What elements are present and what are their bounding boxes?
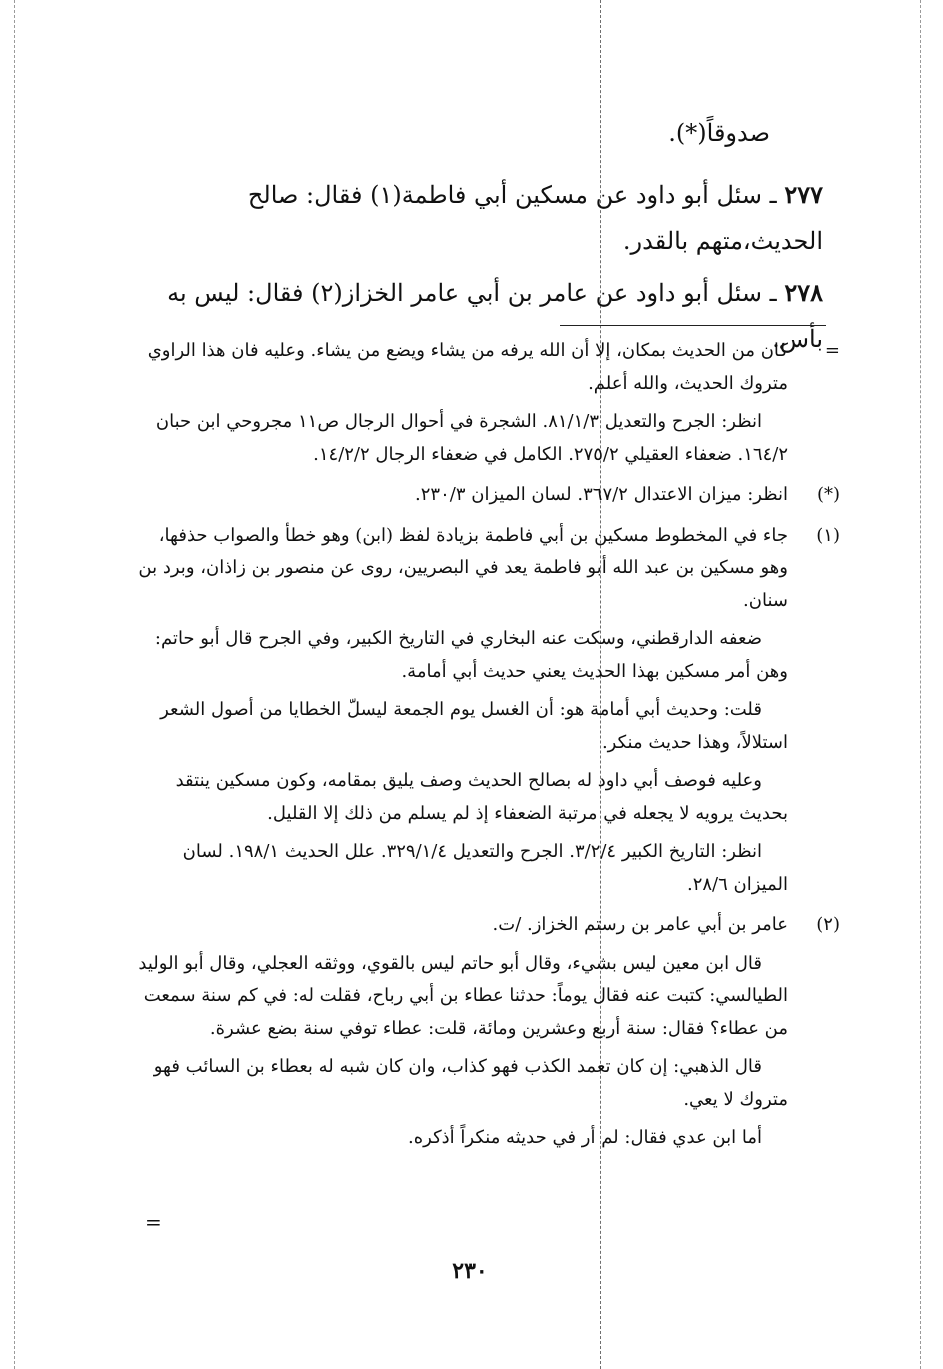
entry-number: ٢٧٨ (784, 278, 823, 307)
footnote-star (130, 479, 840, 512)
footnote-marker: (١) (816, 524, 840, 546)
footnote-paragraph: انظر: الجرح والتعديل ٨١/١/٣. الشجرة في أحوال الرجال ص١١ مجروحي ابن حبان ١٦٤/٢. ضعفاء العقيلي ٢٧٥/٢. الكامل في ضعفاء الرجال ١٤/٢/٢. (155, 411, 788, 465)
footnote-separator (560, 325, 826, 326)
footnote-marker: (*) (816, 484, 840, 505)
footnote-paragraph: عامر بن أبي عامر بن رستم الخزاز. /ت. (492, 914, 788, 935)
continuation-mark: = (145, 1210, 162, 1234)
scan-edge-right (920, 0, 921, 1369)
footnote-paragraph: كان من الحديث بمكان، إلا أن الله يرفه من يشاء ويضع من يشاء. وعليه فان هذا الراوي متروك الحديث، والله أعلم. (147, 340, 788, 394)
footnote-2 (130, 909, 840, 1155)
footnotes (130, 335, 840, 1163)
entry-dash: ـ (762, 279, 777, 307)
entry-text: سئل أبو داود عن مسكين أبي فاطمة(١) فقال: صالح الحديث،متهم بالقدر. (247, 181, 823, 255)
scan-edge-left (14, 0, 15, 1369)
footnote-paragraph: انظر: التاريخ الكبير ٣/٢/٤. الجرح والتعديل ٣٢٩/١/٤. علل الحديث ١٩٨/١. لسان الميزان ٢٨/٦. (182, 841, 788, 895)
footnote-paragraph: ضعفه الدارقطني، وسكت عنه البخاري في التاريخ الكبير، وفي الجرح قال أبو حاتم: وهن أمر مسكين بهذا الحديث يعني حديث أبي أمامة. (154, 628, 788, 682)
footnote-paragraph: قلت: وحديث أبي أمامة هو: أن الغسل يوم الجمعة ليسلّ الخطايا من أصول الشعر استلالاً، وهذا حديث منكر. (160, 699, 788, 753)
footnote-1 (130, 520, 840, 902)
footnote-paragraph: قال ابن معين ليس بشيء، وقال أبو حاتم ليس بالقوي، ووثقه العجلي، وقال أبو الوليد الطيالسي: كتبت عنه فقال يوماً: حدثنا عطاء بن أبي رباح، فقلت له: في كم سنة سمعت من عطاء؟ فقال: سنة أربع وعشرين ومائة، قلت: عطاء توفي سنة بضع عشرة. (138, 952, 788, 1039)
footnote-paragraph: وعليه فوصف أبي داود له بصالح الحديث وصف يليق بمقامه، وكون مسكين ينتقد بحديث يرويه لا يجعله في مرتبة الضعفاء إذ لم يسلم من ذلك إلا القليل. (175, 770, 788, 824)
footnote-paragraph: أما ابن عدي فقال: لم أر في حديثه منكراً أذكره. (408, 1127, 762, 1148)
continuation-text: صدوقاً(*). (668, 119, 770, 147)
footnote-marker: (٢) (816, 914, 840, 935)
entry-dash: ـ (762, 181, 777, 209)
footnote-continued (130, 335, 840, 471)
footnote-paragraph: جاء في المخطوط مسكين بن أبي فاطمة بزيادة لفظ (ابن) وهو خطأ والصواب حذفها، وهو مسكين بن عبد الله أبو فاطمة يعد في البصريين، روى عن منصور بن زاذان، وبرد بن سنان. (138, 524, 788, 611)
footnote-marker: = (824, 340, 840, 361)
entry-text: سئل أبو داود عن عامر بن أبي عامر الخزاز(٢) فقال: ليس به بأس. (167, 279, 823, 353)
entry-number: ٢٧٧ (784, 180, 823, 209)
page-number: ٢٣٠ (452, 1258, 488, 1284)
entry-277 (128, 172, 823, 264)
footnote-paragraph: انظر: ميزان الاعتدال ٣٦٧/٢. لسان الميزان ٢٣٠/٣. (415, 484, 788, 505)
footnote-paragraph: قال الذهبي: إن كان تعمد الكذب فهو كذاب، وان كان شبه له بعطاء بن السائب فهو متروك لا يعي. (153, 1056, 788, 1110)
